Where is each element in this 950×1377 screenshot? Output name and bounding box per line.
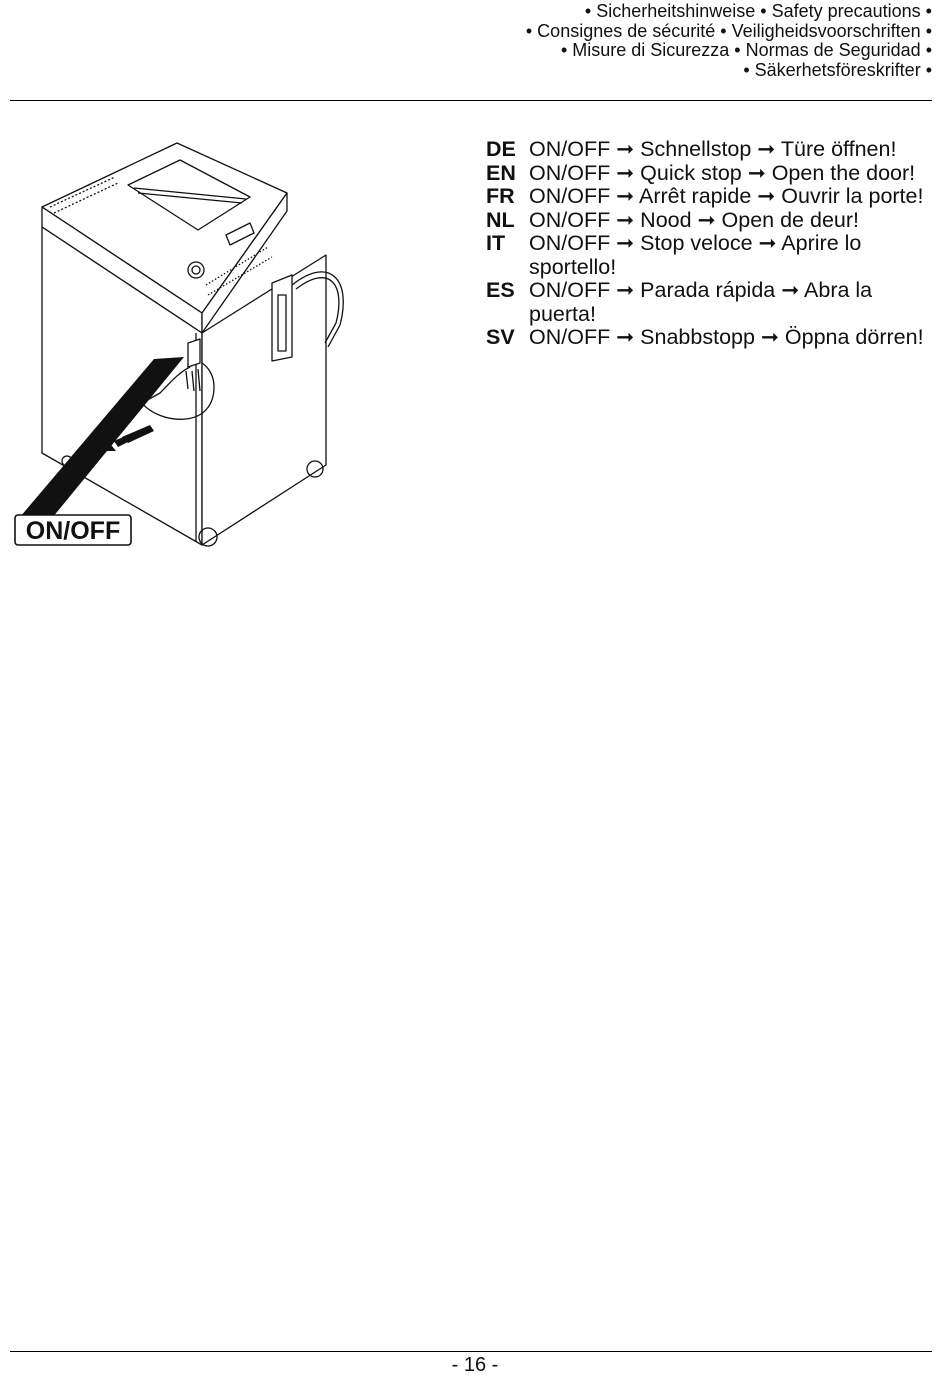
instruction-text: ON/OFF ➞ Arrêt rapide ➞ Ouvrir la porte! <box>529 184 924 208</box>
language-code: SV <box>486 325 515 349</box>
header-line: • Misure di Sicurezza • Normas de Seguridad • <box>560 40 932 60</box>
header-line: • Consignes de sécurité • Veiligheidsvoorschriften • <box>525 20 932 41</box>
header-line: • Sicherheitshinweise • Safety precautions • <box>584 1 932 21</box>
section-header <box>526 2 932 80</box>
page-number: - 16 - <box>451 1354 499 1376</box>
instruction-text: ON/OFF ➞ Quick stop ➞ Open the door! <box>529 160 916 185</box>
language-code: FR <box>486 184 515 208</box>
shredder-illustration <box>10 135 370 565</box>
instruction-sv <box>486 326 936 350</box>
header-divider <box>10 100 932 101</box>
language-code: IT <box>486 231 506 255</box>
language-code: EN <box>486 160 516 185</box>
instruction-es <box>486 279 936 326</box>
language-code: NL <box>486 207 515 232</box>
header-line: • Säkerhetsföreskrifter • <box>743 59 932 80</box>
instruction-de <box>486 138 936 162</box>
language-code: DE <box>486 137 516 161</box>
instruction-nl <box>486 209 936 233</box>
shredder-drawing <box>10 135 370 565</box>
language-code: ES <box>486 278 515 302</box>
instruction-text: ON/OFF ➞ Parada rápida ➞ Abra la puerta! <box>529 278 873 326</box>
instruction-text: ON/OFF ➞ Nood ➞ Open de deur! <box>529 207 859 232</box>
instruction-text: ON/OFF ➞ Snabbstopp ➞ Öppna dörren! <box>529 325 924 349</box>
instruction-en <box>486 162 936 186</box>
footer-divider <box>10 1351 932 1352</box>
instruction-it <box>486 232 936 279</box>
instruction-text: ON/OFF ➞ Schnellstop ➞ Türe öffnen! <box>529 137 897 161</box>
on-off-label: ON/OFF <box>25 517 121 545</box>
instruction-text: ON/OFF ➞ Stop veloce ➞ Aprire lo sportello! <box>529 231 862 279</box>
instruction-fr <box>486 185 936 209</box>
instruction-list <box>486 138 936 350</box>
